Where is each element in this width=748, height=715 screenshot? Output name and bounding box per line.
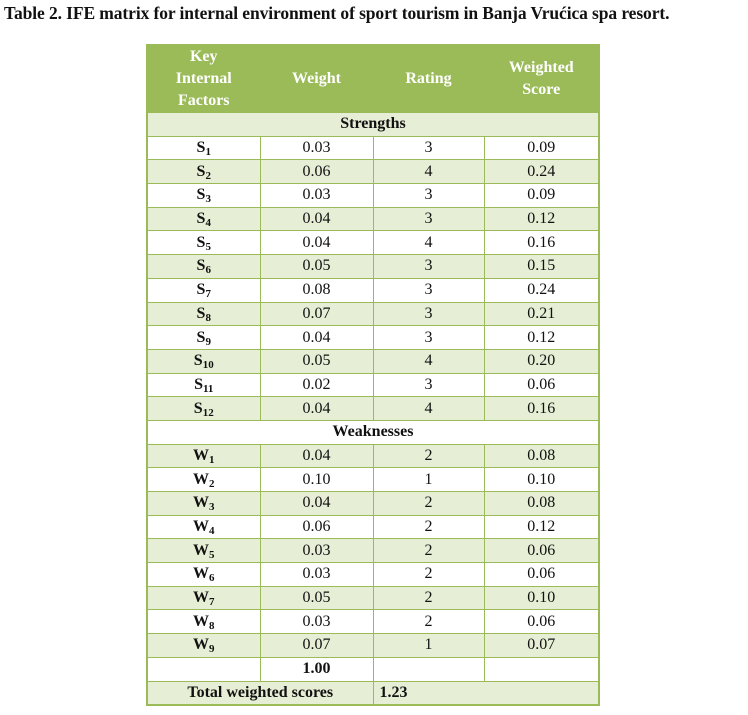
weight-cell: 0.04	[260, 492, 373, 516]
table-row	[147, 492, 599, 516]
table-row	[147, 231, 599, 255]
factor-label: $S_{11}$	[147, 373, 260, 397]
factor-label: $S_{12}$	[147, 397, 260, 421]
table-row	[147, 255, 599, 279]
weighted-score-cell: 0.06	[484, 610, 599, 634]
weighted-score-cell: 0.12	[484, 326, 599, 350]
header-weighted-score: Weighted Score	[484, 45, 599, 113]
weight-cell: 0.07	[260, 634, 373, 658]
table-row	[147, 207, 599, 231]
factor-label: $W_9$	[147, 634, 260, 658]
weight-cell: 0.03	[260, 136, 373, 160]
rating-cell: 4	[373, 160, 484, 184]
total-value: 1.23	[373, 681, 599, 705]
rating-cell: 3	[373, 302, 484, 326]
table-row	[147, 610, 599, 634]
weight-sum-row	[147, 657, 599, 681]
weight-cell: 0.03	[260, 184, 373, 208]
factor-label: $S_5$	[147, 231, 260, 255]
factor-label: $S_8$	[147, 302, 260, 326]
weight-cell: 0.04	[260, 326, 373, 350]
weighted-score-cell: 0.20	[484, 349, 599, 373]
weight-sum: 1.00	[260, 657, 373, 681]
weight-cell: 0.08	[260, 278, 373, 302]
weighted-score-cell: 0.16	[484, 397, 599, 421]
weighted-score-cell: 0.08	[484, 492, 599, 516]
table-row	[147, 468, 599, 492]
factor-label: $W_7$	[147, 586, 260, 610]
section-weaknesses-label: Weaknesses	[147, 420, 599, 444]
rating-cell: 2	[373, 444, 484, 468]
rating-cell: 4	[373, 231, 484, 255]
table-row	[147, 278, 599, 302]
factor-label: $S_3$	[147, 184, 260, 208]
factor-label: $W_6$	[147, 563, 260, 587]
table-row	[147, 397, 599, 421]
factor-label: $S_9$	[147, 326, 260, 350]
weighted-score-cell: 0.12	[484, 207, 599, 231]
table-row	[147, 586, 599, 610]
weight-cell: 0.04	[260, 444, 373, 468]
table-row	[147, 373, 599, 397]
weight-cell: 0.03	[260, 610, 373, 634]
factor-label: $W_3$	[147, 492, 260, 516]
weight-cell: 0.04	[260, 397, 373, 421]
factor-label: $S_1$	[147, 136, 260, 160]
rating-cell: 3	[373, 278, 484, 302]
section-weaknesses	[147, 420, 599, 444]
factor-label: $W_2$	[147, 468, 260, 492]
weighted-score-cell: 0.09	[484, 184, 599, 208]
header-key-internal-factors: Key Internal Factors	[147, 45, 260, 113]
weighted-score-cell: 0.07	[484, 634, 599, 658]
factor-label: $W_1$	[147, 444, 260, 468]
weight-cell: 0.10	[260, 468, 373, 492]
factor-label: $S_7$	[147, 278, 260, 302]
weight-cell: 0.03	[260, 539, 373, 563]
weight-cell: 0.07	[260, 302, 373, 326]
header-weight: Weight	[260, 45, 373, 113]
rating-cell: 2	[373, 610, 484, 634]
table-row	[147, 515, 599, 539]
weighted-score-cell: 0.10	[484, 468, 599, 492]
rating-cell: 3	[373, 184, 484, 208]
factor-label: $S_4$	[147, 207, 260, 231]
rating-cell: 4	[373, 349, 484, 373]
total-row	[147, 681, 599, 705]
table-row	[147, 326, 599, 350]
weight-cell: 0.05	[260, 349, 373, 373]
weighted-score-cell: 0.21	[484, 302, 599, 326]
table-row	[147, 349, 599, 373]
rating-cell: 3	[373, 373, 484, 397]
table-caption: Table 2. IFE matrix for internal environment of sport tourism in Banja Vrućica spa resort.	[4, 3, 670, 23]
weight-cell: 0.06	[260, 515, 373, 539]
rating-cell: 3	[373, 255, 484, 279]
factor-label: $S_{10}$	[147, 349, 260, 373]
weighted-score-cell: 0.24	[484, 278, 599, 302]
factor-label: $W_8$	[147, 610, 260, 634]
table-row	[147, 160, 599, 184]
weighted-score-cell: 0.12	[484, 515, 599, 539]
table-row	[147, 539, 599, 563]
weight-cell: 0.05	[260, 255, 373, 279]
section-strengths-label: Strengths	[147, 113, 599, 137]
table-row	[147, 302, 599, 326]
weighted-score-cell: 0.08	[484, 444, 599, 468]
rating-cell: 2	[373, 563, 484, 587]
rating-cell: 3	[373, 326, 484, 350]
weighted-score-cell: 0.10	[484, 586, 599, 610]
weighted-score-cell: 0.06	[484, 539, 599, 563]
empty-cell	[484, 657, 599, 681]
section-strengths	[147, 113, 599, 137]
table-body	[147, 113, 599, 706]
weight-cell: 0.05	[260, 586, 373, 610]
ife-matrix-table	[146, 44, 600, 706]
rating-cell: 2	[373, 492, 484, 516]
rating-cell: 3	[373, 207, 484, 231]
weight-cell: 0.02	[260, 373, 373, 397]
rating-cell: 2	[373, 586, 484, 610]
weighted-score-cell: 0.09	[484, 136, 599, 160]
rating-cell: 3	[373, 136, 484, 160]
weighted-score-cell: 0.15	[484, 255, 599, 279]
weighted-score-cell: 0.06	[484, 373, 599, 397]
table-row	[147, 444, 599, 468]
rating-cell: 4	[373, 397, 484, 421]
factor-label: $S_6$	[147, 255, 260, 279]
weight-cell: 0.04	[260, 231, 373, 255]
table-row	[147, 634, 599, 658]
empty-cell	[373, 657, 484, 681]
weight-cell: 0.06	[260, 160, 373, 184]
table-row	[147, 136, 599, 160]
table-row	[147, 563, 599, 587]
factor-label: $W_5$	[147, 539, 260, 563]
rating-cell: 2	[373, 539, 484, 563]
header-row	[147, 45, 599, 113]
weight-cell: 0.03	[260, 563, 373, 587]
header-rating: Rating	[373, 45, 484, 113]
weight-cell: 0.04	[260, 207, 373, 231]
factor-label: $W_4$	[147, 515, 260, 539]
total-label: Total weighted scores	[147, 681, 373, 705]
weighted-score-cell: 0.16	[484, 231, 599, 255]
weighted-score-cell: 0.24	[484, 160, 599, 184]
table-row	[147, 184, 599, 208]
rating-cell: 1	[373, 634, 484, 658]
empty-cell	[147, 657, 260, 681]
weighted-score-cell: 0.06	[484, 563, 599, 587]
rating-cell: 1	[373, 468, 484, 492]
factor-label: $S_2$	[147, 160, 260, 184]
rating-cell: 2	[373, 515, 484, 539]
